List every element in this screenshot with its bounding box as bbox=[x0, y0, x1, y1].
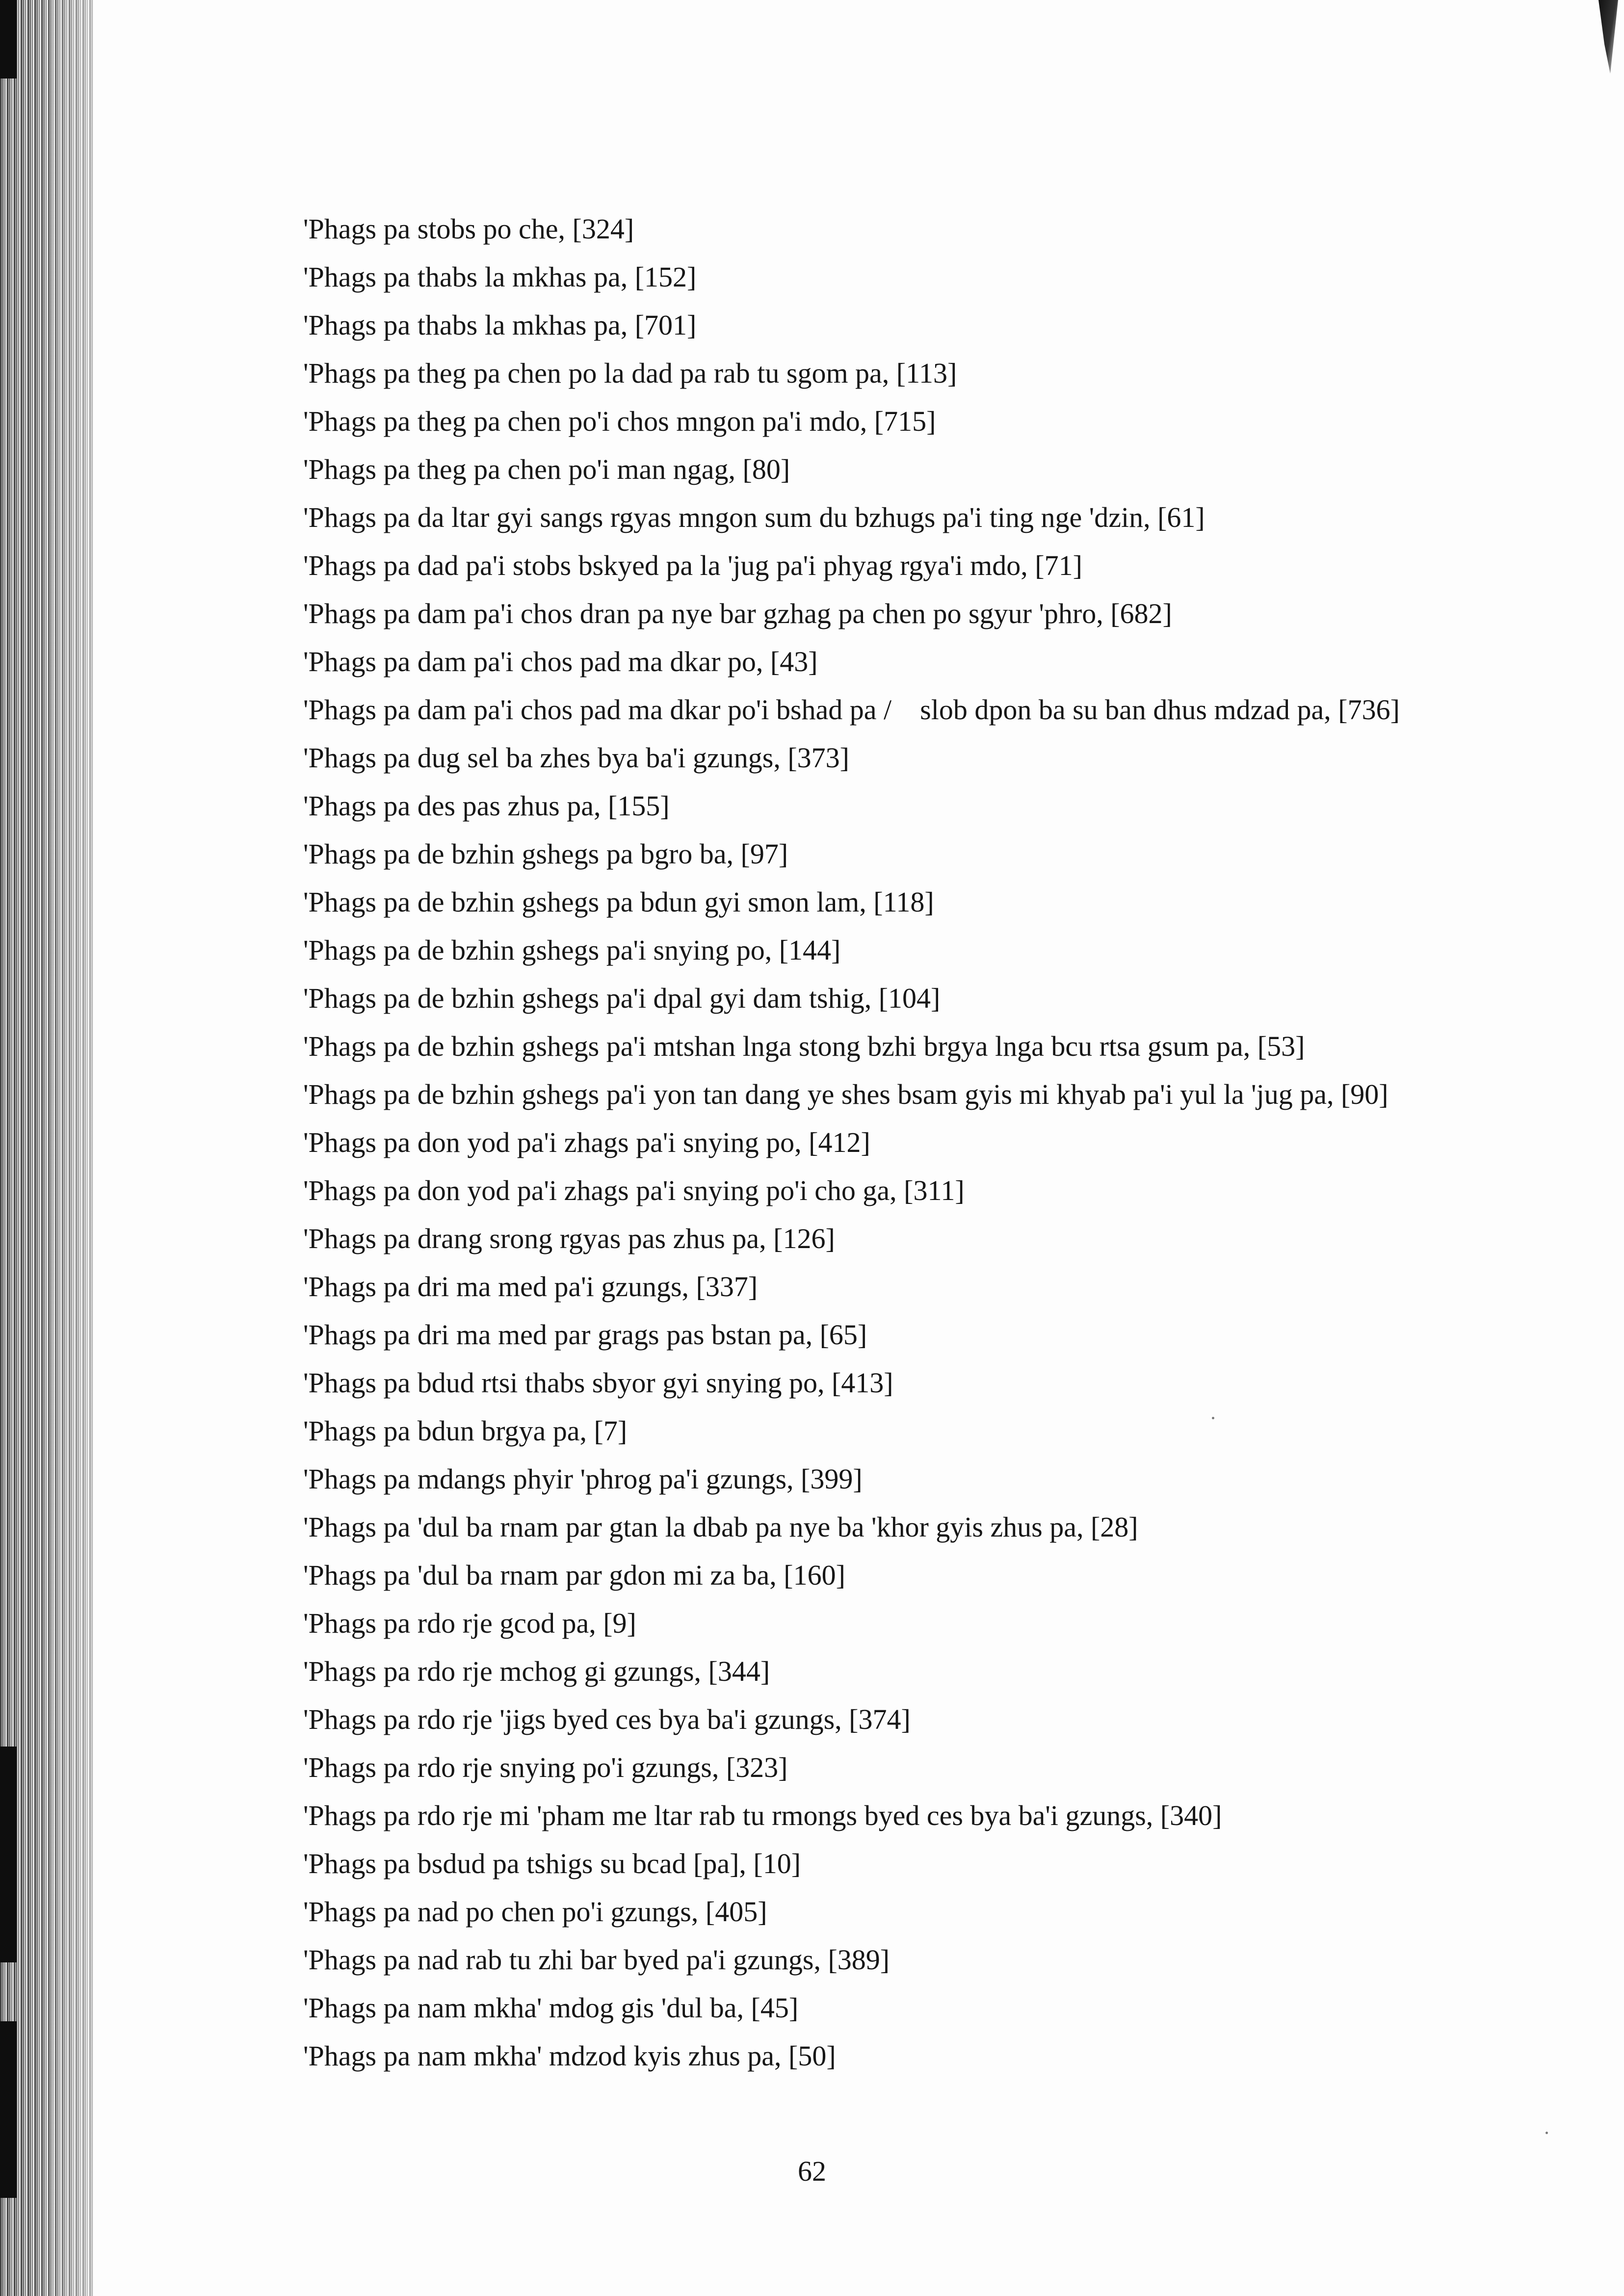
index-entry: 'Phags pa rdo rje mi 'pham me ltar rab tu rmongs byed ces bya ba'i gzungs, [340] bbox=[303, 1800, 1222, 1831]
index-entry: 'Phags pa rdo rje snying po'i gzungs, [323] bbox=[303, 1751, 788, 1783]
index-entry: 'Phags pa don yod pa'i zhags pa'i snying po, [412] bbox=[303, 1126, 870, 1158]
index-entry-list bbox=[303, 205, 1559, 2080]
scan-speck bbox=[1545, 2132, 1548, 2134]
index-entry: 'Phags pa theg pa chen po'i chos mngon pa'i mdo, [715] bbox=[303, 405, 936, 437]
index-entry: 'Phags pa nam mkha' mdzod kyis zhus pa, [50] bbox=[303, 2040, 836, 2072]
index-entry: 'Phags pa de bzhin gshegs pa'i snying po, [144] bbox=[303, 934, 841, 966]
scan-corner-mark bbox=[1598, 0, 1618, 74]
index-entry: 'Phags pa nad po chen po'i gzungs, [405] bbox=[303, 1896, 767, 1928]
index-entry: 'Phags pa thabs la mkhas pa, [701] bbox=[303, 309, 697, 341]
index-entry: 'Phags pa bdun brgya pa, [7] bbox=[303, 1415, 628, 1447]
index-entry: 'Phags pa dam pa'i chos dran pa nye bar gzhag pa chen po sgyur 'phro, [682] bbox=[303, 598, 1172, 629]
index-entry: 'Phags pa de bzhin gshegs pa bgro ba, [97] bbox=[303, 838, 788, 870]
index-entry: 'Phags pa nad rab tu zhi bar byed pa'i gzungs, [389] bbox=[303, 1944, 890, 1976]
binding-dark-band bbox=[0, 1747, 17, 1962]
index-entry: 'Phags pa dad pa'i stobs bskyed pa la 'jug pa'i phyag rgya'i mdo, [71] bbox=[303, 549, 1082, 581]
index-entry: 'Phags pa dug sel ba zhes bya ba'i gzungs, [373] bbox=[303, 742, 849, 774]
index-entry: 'Phags pa thabs la mkhas pa, [152] bbox=[303, 261, 697, 293]
index-entry: 'Phags pa des pas zhus pa, [155] bbox=[303, 790, 670, 822]
binding-dark-band bbox=[0, 0, 17, 78]
index-entry: 'Phags pa theg pa chen po la dad pa rab tu sgom pa, [113] bbox=[303, 357, 957, 389]
index-entry: 'Phags pa stobs po che, [324] bbox=[303, 213, 634, 245]
index-entry: 'Phags pa de bzhin gshegs pa'i dpal gyi dam tshig, [104] bbox=[303, 982, 941, 1014]
index-entry: 'Phags pa 'dul ba rnam par gdon mi za ba, [160] bbox=[303, 1559, 845, 1591]
index-entry: 'Phags pa de bzhin gshegs pa'i yon tan dang ye shes bsam gyis mi khyab pa'i yul la 'jug pa, [90] bbox=[303, 1078, 1388, 1110]
index-entry: 'Phags pa de bzhin gshegs pa'i mtshan lnga stong bzhi brgya lnga bcu rtsa gsum pa, [53] bbox=[303, 1030, 1305, 1062]
index-entry: 'Phags pa bsdud pa tshigs su bcad [pa], [10] bbox=[303, 1848, 801, 1879]
index-entry: 'Phags pa don yod pa'i zhags pa'i snying po'i cho ga, [311] bbox=[303, 1174, 965, 1206]
index-entry: 'Phags pa rdo rje gcod pa, [9] bbox=[303, 1607, 636, 1639]
index-entry: 'Phags pa rdo rje mchog gi gzungs, [344] bbox=[303, 1655, 770, 1687]
index-entry: 'Phags pa dri ma med pa'i gzungs, [337] bbox=[303, 1271, 758, 1303]
page-number: 62 bbox=[798, 2155, 826, 2187]
index-entry: 'Phags pa da ltar gyi sangs rgyas mngon sum du bzhugs pa'i ting nge 'dzin, [61] bbox=[303, 501, 1205, 533]
index-entry: 'Phags pa dam pa'i chos pad ma dkar po'i bshad pa / slob dpon ba su ban dhus mdzad pa, [736] bbox=[303, 694, 1400, 726]
index-entry: 'Phags pa de bzhin gshegs pa bdun gyi smon lam, [118] bbox=[303, 886, 934, 918]
index-entry: 'Phags pa mdangs phyir 'phrog pa'i gzungs, [399] bbox=[303, 1463, 863, 1495]
index-entry: 'Phags pa dri ma med par grags pas bstan pa, [65] bbox=[303, 1319, 867, 1351]
index-entry: 'Phags pa bdud rtsi thabs sbyor gyi snying po, [413] bbox=[303, 1367, 893, 1399]
index-entry: 'Phags pa drang srong rgyas pas zhus pa, [126] bbox=[303, 1223, 835, 1254]
index-entry: 'Phags pa nam mkha' mdog gis 'dul ba, [45] bbox=[303, 1992, 799, 2024]
index-entry: 'Phags pa rdo rje 'jigs byed ces bya ba'i gzungs, [374] bbox=[303, 1703, 911, 1735]
index-entry: 'Phags pa 'dul ba rnam par gtan la dbab pa nye ba 'khor gyis zhus pa, [28] bbox=[303, 1511, 1138, 1543]
index-entry: 'Phags pa dam pa'i chos pad ma dkar po, [43] bbox=[303, 646, 818, 678]
index-entry: 'Phags pa theg pa chen po'i man ngag, [80] bbox=[303, 453, 790, 485]
